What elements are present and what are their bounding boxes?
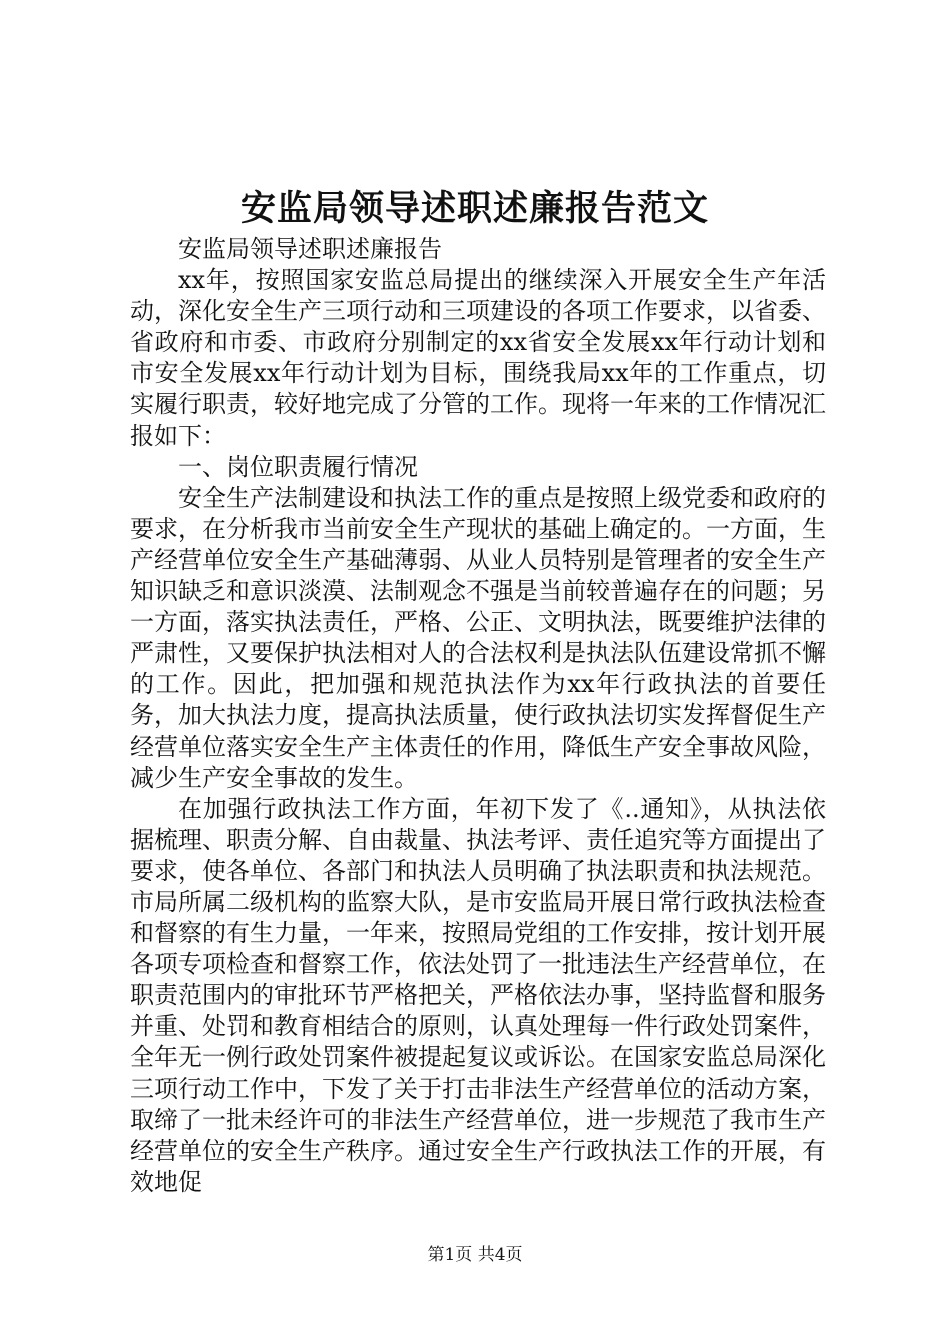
document-title: 安监局领导述职述廉报告范文	[240, 188, 709, 229]
document-body	[130, 234, 826, 1198]
body-paragraph-legal-construction: 安全生产法制建设和执法工作的重点是按照上级党委和政府的要求，在分析我市当前安全生产现状的基础上确定的。一方面，生产经营单位安全生产基础薄弱、从业人员特别是管理者的安全生产知识缺乏和意识淡漠、法制观念不强是当前较普遍存在的问题；另一方面，落实执法责任，严格、公正、文明执法，既要维护法律的严肃性，又要保护执法相对人的合法权利是执法队伍建设常抓不懈的工作。因此，把加强和规范执法作为xx年行政执法的首要任务，加大执法力度，提高执法质量，使行政执法切实发挥督促生产经营单位落实安全生产主体责任的作用，降低生产安全事故风险，减少生产安全事故的发生。	[130, 483, 826, 792]
body-paragraph-law-enforcement: 在加强行政执法工作方面，年初下发了《..通知》，从执法依据梳理、职责分解、自由裁量、执法考评、责任追究等方面提出了要求，使各单位、各部门和执法人员明确了执法职责和执法规范。市局所属二级机构的监察大队，是市安监局开展日常行政执法检查和督察的有生力量，一年来，按照局党组的工作安排，按计划开展各项专项检查和督察工作，依法处罚了一批违法生产经营单位，在职责范围内的审批环节严格把关，严格依法办事，坚持监督和服务并重、处罚和教育相结合的原则，认真处理每一件行政处罚案件，全年无一例行政处罚案件被提起复议或诉讼。在国家安监总局深化三项行动工作中，下发了关于打击非法生产经营单位的活动方案，取缔了一批未经许可的非法生产经营单位，进一步规范了我市生产经营单位的安全生产秩序。通过安全生产行政执法工作的开展，有效地促	[130, 794, 826, 1196]
body-paragraph-report-heading: 安监局领导述职述廉报告	[178, 235, 442, 263]
body-paragraph-intro: xx年，按照国家安监总局提出的继续深入开展安全生产年活动，深化安全生产三项行动和三项建设的各项工作要求，以省委、省政府和市委、市政府分别制定的xx省安全发展xx年行动计划和市安全发展xx年行动计划为目标，围绕我局xx年的工作重点，切实履行职责，较好地完成了分管的工作。现将一年来的工作情况汇报如下：	[130, 266, 826, 450]
page-number-footer: 第1页 共4页	[427, 1245, 523, 1265]
section-heading-duties: 一、岗位职责履行情况	[178, 452, 418, 481]
